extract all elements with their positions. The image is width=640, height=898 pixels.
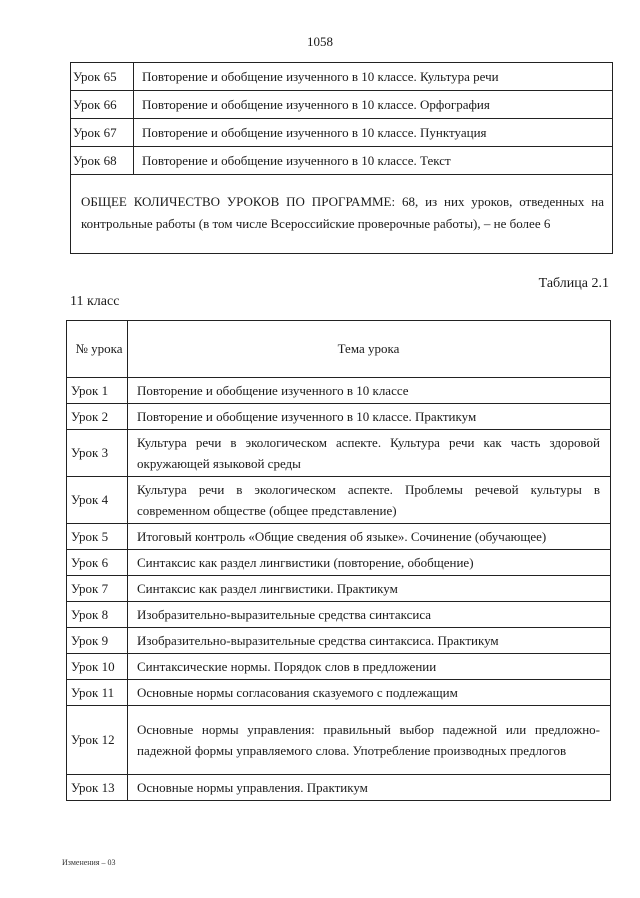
table-row <box>67 576 611 602</box>
lesson-number-cell: Урок 5 <box>67 524 128 550</box>
lesson-number-cell: Урок 9 <box>67 628 128 654</box>
lesson-topic-cell: Итоговый контроль «Общие сведения об языке». Сочинение (обучающее) <box>128 524 611 550</box>
lesson-number-cell: Урок 66 <box>71 91 134 119</box>
table-header-row <box>67 321 611 378</box>
table-row <box>67 477 611 524</box>
lesson-number-cell: Урок 68 <box>71 147 134 175</box>
lesson-number-cell: Урок 10 <box>67 654 128 680</box>
table-row <box>67 378 611 404</box>
lesson-number-cell: Урок 65 <box>71 63 134 91</box>
table-row <box>71 63 613 91</box>
table-row <box>71 119 613 147</box>
table-row <box>67 404 611 430</box>
table-row <box>67 430 611 477</box>
lesson-topic-cell: Повторение и обобщение изученного в 10 классе. Орфография <box>134 91 613 119</box>
lesson-number-cell: Урок 11 <box>67 680 128 706</box>
table-row <box>71 91 613 119</box>
lesson-number-cell: Урок 13 <box>67 775 128 801</box>
lesson-number-cell: Урок 2 <box>67 404 128 430</box>
lesson-topic-cell: Синтаксис как раздел лингвистики. Практикум <box>128 576 611 602</box>
lesson-topic-cell: Повторение и обобщение изученного в 10 классе <box>128 378 611 404</box>
lesson-number-cell: Урок 67 <box>71 119 134 147</box>
lesson-number-cell: Урок 6 <box>67 550 128 576</box>
lesson-topic-cell: Культура речи в экологическом аспекте. Культура речи как часть здоровой окружающей языковой среды <box>128 430 611 477</box>
table-row <box>67 775 611 801</box>
lesson-topic-cell: Основные нормы согласования сказуемого с подлежащим <box>128 680 611 706</box>
total-lessons-summary: ОБЩЕЕ КОЛИЧЕСТВО УРОКОВ ПО ПРОГРАММЕ: 68, из них уроков, отведенных на контрольные работы (в том числе Всероссийские проверочные работы), – не более 6 <box>71 175 613 254</box>
lesson-topic-cell: Синтаксические нормы. Порядок слов в предложении <box>128 654 611 680</box>
lesson-topic-cell: Основные нормы управления: правильный выбор падежной или предложно-падежной формы управляемого слова. Употребление производных предлогов <box>128 706 611 775</box>
lesson-number-cell: Урок 4 <box>67 477 128 524</box>
lesson-topic-cell: Синтаксис как раздел лингвистики (повторение, обобщение) <box>128 550 611 576</box>
table-row <box>67 706 611 775</box>
lesson-topic-cell: Изобразительно-выразительные средства синтаксиса. Практикум <box>128 628 611 654</box>
lesson-topic-cell: Повторение и обобщение изученного в 10 классе. Практикум <box>128 404 611 430</box>
page-number: 1058 <box>307 34 333 49</box>
lesson-topic-cell: Культура речи в экологическом аспекте. Проблемы речевой культуры в современном обществе (общее представление) <box>128 477 611 524</box>
table-row <box>67 680 611 706</box>
header-lesson-topic: Тема урока <box>128 321 611 378</box>
table-label: Таблица 2.1 <box>538 276 609 291</box>
lesson-number-cell: Урок 12 <box>67 706 128 775</box>
table-row <box>67 654 611 680</box>
table-row <box>67 524 611 550</box>
header-lesson-number: № урока <box>67 321 128 378</box>
lesson-topic-cell: Основные нормы управления. Практикум <box>128 775 611 801</box>
lesson-number-cell: Урок 1 <box>67 378 128 404</box>
lesson-table-grade-11 <box>66 320 611 801</box>
lesson-number-cell: Урок 7 <box>67 576 128 602</box>
table-row <box>71 147 613 175</box>
summary-row <box>71 175 613 254</box>
continued-lesson-table <box>70 62 613 254</box>
grade-label: 11 класс <box>70 294 120 309</box>
table-row <box>67 628 611 654</box>
lesson-number-cell: Урок 3 <box>67 430 128 477</box>
lesson-topic-cell: Повторение и обобщение изученного в 10 классе. Пунктуация <box>134 119 613 147</box>
lesson-topic-cell: Изобразительно-выразительные средства синтаксиса <box>128 602 611 628</box>
revision-footer: Изменения – 03 <box>62 858 116 867</box>
table-row <box>67 602 611 628</box>
lesson-topic-cell: Повторение и обобщение изученного в 10 классе. Текст <box>134 147 613 175</box>
lesson-topic-cell: Повторение и обобщение изученного в 10 классе. Культура речи <box>134 63 613 91</box>
table-row <box>67 550 611 576</box>
lesson-number-cell: Урок 8 <box>67 602 128 628</box>
